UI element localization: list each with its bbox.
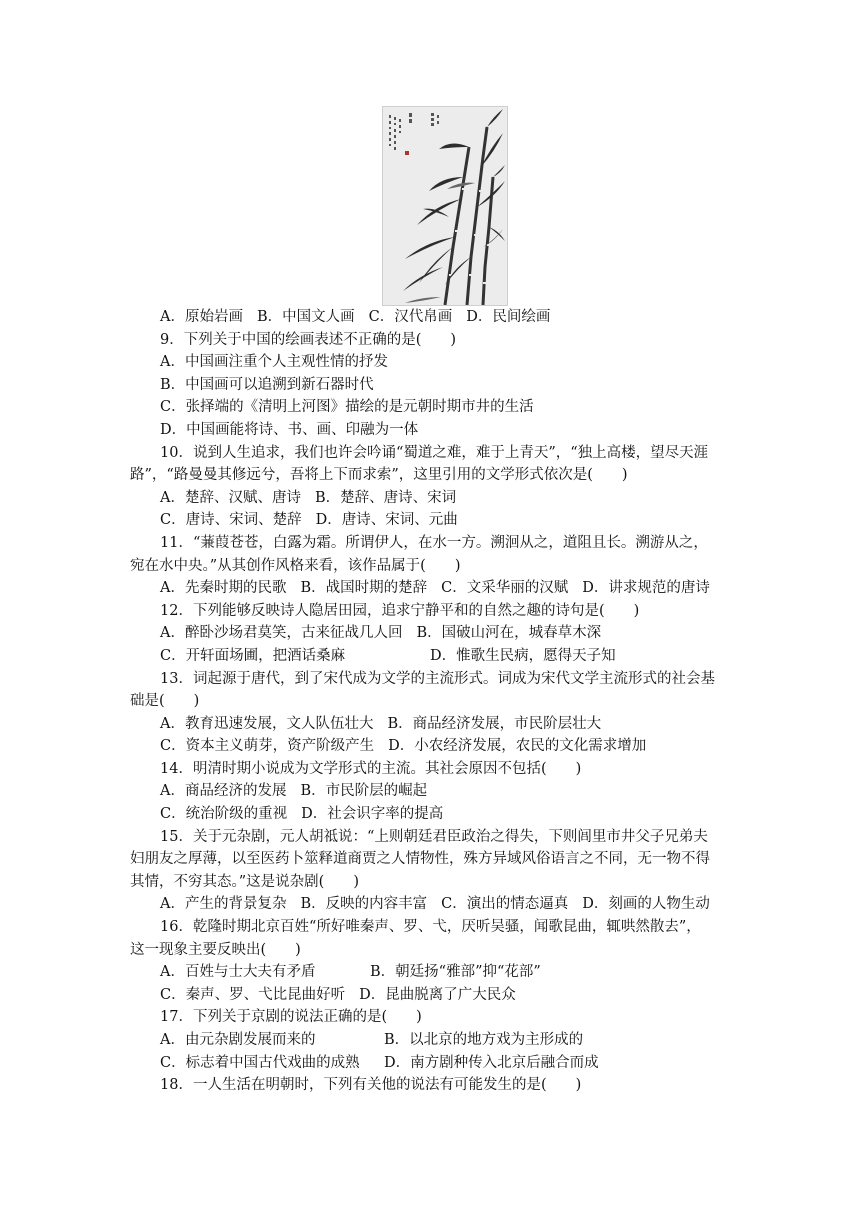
q10-stem-line1: 10．说到人生追求，我们也许会吟诵“蜀道之难，难于上青天”，“独上高楼，望尽天涯 bbox=[160, 444, 709, 461]
q11-option-a: A．先秦时期的民歌 bbox=[160, 580, 287, 597]
q16-options-row1 bbox=[130, 961, 736, 984]
q15-option-d: D．刻画的人物生动 bbox=[582, 896, 710, 913]
q9-option-a: A．中国画注重个人主观性情的抒发 bbox=[160, 354, 388, 371]
q10-stem-line2: 路”，“路曼曼其修远兮，吾将上下而求索”，这里引用的文学形式依次是( ) bbox=[130, 467, 628, 484]
q13-stem-line2: 础是( ) bbox=[130, 693, 200, 710]
q8-options bbox=[130, 306, 736, 329]
q15-stem-line2: 妇朋友之厚薄，以至医药卜筮释道商贾之人情物性，殊方异域风俗语言之不同，无一物不得 bbox=[130, 851, 710, 868]
q13-stem-line1: 13．词起源于唐代，到了宋代成为文学的主流形式。词成为宋代文学主流形式的社会基 bbox=[160, 670, 715, 687]
q14-option-b: B．市民阶层的崛起 bbox=[300, 783, 428, 800]
q13-options-row2 bbox=[130, 735, 736, 758]
q10-option-a: A．楚辞、汉赋、唐诗 bbox=[160, 489, 301, 506]
q13-option-b: B．商品经济发展，市民阶层壮大 bbox=[387, 715, 602, 732]
q10-options-row1 bbox=[130, 487, 736, 510]
q12-options-row1 bbox=[130, 622, 736, 645]
q16-stem-line1: 16．乾隆时期北京百姓“所好唯秦声、罗、弋，厌听吴骚，闻歌昆曲，辄哄然散去”， bbox=[160, 919, 701, 936]
q16-option-d: D．昆曲脱离了广大民众 bbox=[359, 986, 516, 1003]
q11-options-row1 bbox=[130, 577, 736, 600]
q15-stem-line3: 其情，不穷其态。”这是说杂剧( ) bbox=[130, 873, 359, 890]
q9-option-b: B．中国画可以追溯到新石器时代 bbox=[160, 376, 374, 393]
q13-options-row1 bbox=[130, 713, 736, 736]
q12-option-a: A．醉卧沙场君莫笑，古来征战几人回 bbox=[160, 625, 403, 642]
q16-stem-line2: 这一现象主要反映出( ) bbox=[130, 941, 301, 958]
q14-options-row1 bbox=[130, 780, 736, 803]
q8-option-a: A．原始岩画 bbox=[160, 309, 243, 325]
q8-option-d: D．民间绘画 bbox=[466, 309, 551, 325]
q12-option-d: D．惟歌生民病，愿得天子知 bbox=[430, 647, 616, 664]
q12-option-b: B．国破山河在，城春草木深 bbox=[416, 625, 602, 642]
q12-options-row2 bbox=[130, 645, 736, 668]
q12-stem-line1: 12．下列能够反映诗人隐居田园，追求宁静平和的自然之趣的诗句是( ) bbox=[160, 602, 640, 619]
q14-option-c: C．统治阶级的重视 bbox=[160, 806, 288, 823]
question-list bbox=[130, 306, 736, 1097]
q10-option-d: D．唐诗、宋词、元曲 bbox=[315, 512, 458, 529]
bamboo-painting-image bbox=[382, 106, 508, 306]
q17-stem-line1: 17．下列关于京剧的说法正确的是( ) bbox=[160, 1009, 422, 1026]
q15-option-a: A．产生的背景复杂 bbox=[160, 896, 287, 913]
q13-option-d: D．小农经济发展，农民的文化需求增加 bbox=[388, 738, 647, 755]
q8-option-c: C．汉代帛画 bbox=[368, 309, 453, 325]
q15-option-b: B．反映的内容丰富 bbox=[300, 896, 428, 913]
q12-option-c: C．开轩面场圃，把酒话桑麻 bbox=[160, 647, 346, 664]
q17-option-a: A．由元杂剧发展而来的 bbox=[160, 1032, 316, 1048]
q9-option-c: C．张择端的《清明上河图》描绘的是元朝时期市井的生活 bbox=[160, 399, 534, 416]
q17-options-row1 bbox=[130, 1029, 736, 1052]
q16-option-a: A．百姓与士大夫有矛盾 bbox=[160, 964, 316, 981]
q16-option-b: B．朝廷扬“雅部”抑“花部” bbox=[370, 964, 541, 981]
q16-option-c: C．秦声、罗、弋比昆曲好听 bbox=[160, 986, 346, 1003]
q11-option-b: B．战国时期的楚辞 bbox=[300, 580, 428, 597]
q15-stem-line1: 15．关于元杂剧，元人胡祗说：“上则朝廷君臣政治之得失，下则闾里市井父子兄弟夫 bbox=[160, 828, 708, 845]
q17-option-b: B．以北京的地方戏为主形成的 bbox=[384, 1032, 584, 1048]
q9-stem: 9．下列关于中国的绘画表述不正确的是( ) bbox=[160, 331, 457, 348]
q11-option-d: D．讲求规范的唐诗 bbox=[582, 580, 710, 597]
q9-option-d: D．中国画能将诗、书、画、印融为一体 bbox=[160, 421, 419, 438]
q11-option-c: C．文采华丽的汉赋 bbox=[441, 580, 569, 597]
q14-option-d: D．社会识字率的提高 bbox=[301, 806, 444, 823]
q11-stem-line1: 11．“蒹葭苍苍，白露为霜。所谓伊人，在水一方。溯洄从之，道阻且长。溯游从之， bbox=[160, 534, 708, 551]
q18-stem-line1: 18．一人生活在明朝时，下列有关他的说法有可能发生的是( ) bbox=[160, 1077, 582, 1094]
q10-options-row2 bbox=[130, 509, 736, 532]
q13-option-c: C．资本主义萌芽，资产阶级产生 bbox=[160, 738, 375, 755]
q17-option-d: D．南方剧种传入北京后融合而成 bbox=[384, 1054, 599, 1071]
q14-options-row2 bbox=[130, 803, 736, 826]
q13-option-a: A．教育迅速发展，文人队伍壮大 bbox=[160, 715, 374, 732]
q17-option-c: C．标志着中国古代戏曲的成熟 bbox=[160, 1054, 360, 1071]
q16-options-row2 bbox=[130, 984, 736, 1007]
q11-stem-line2: 宛在水中央。”从其创作风格来看，该作品属于( ) bbox=[130, 557, 461, 574]
q17-options-row2 bbox=[130, 1052, 736, 1075]
q10-option-c: C．唐诗、宋词、楚辞 bbox=[160, 512, 302, 529]
q14-stem-line1: 14．明清时期小说成为文学形式的主流。其社会原因不包括( ) bbox=[160, 760, 582, 777]
q15-options-row1 bbox=[130, 893, 736, 916]
q15-option-c: C．演出的情态逼真 bbox=[441, 896, 569, 913]
bamboo-icon bbox=[383, 107, 507, 305]
q8-option-b: B．中国文人画 bbox=[256, 309, 355, 325]
q10-option-b: B．楚辞、唐诗、宋词 bbox=[314, 489, 457, 506]
q14-option-a: A．商品经济的发展 bbox=[160, 783, 287, 800]
